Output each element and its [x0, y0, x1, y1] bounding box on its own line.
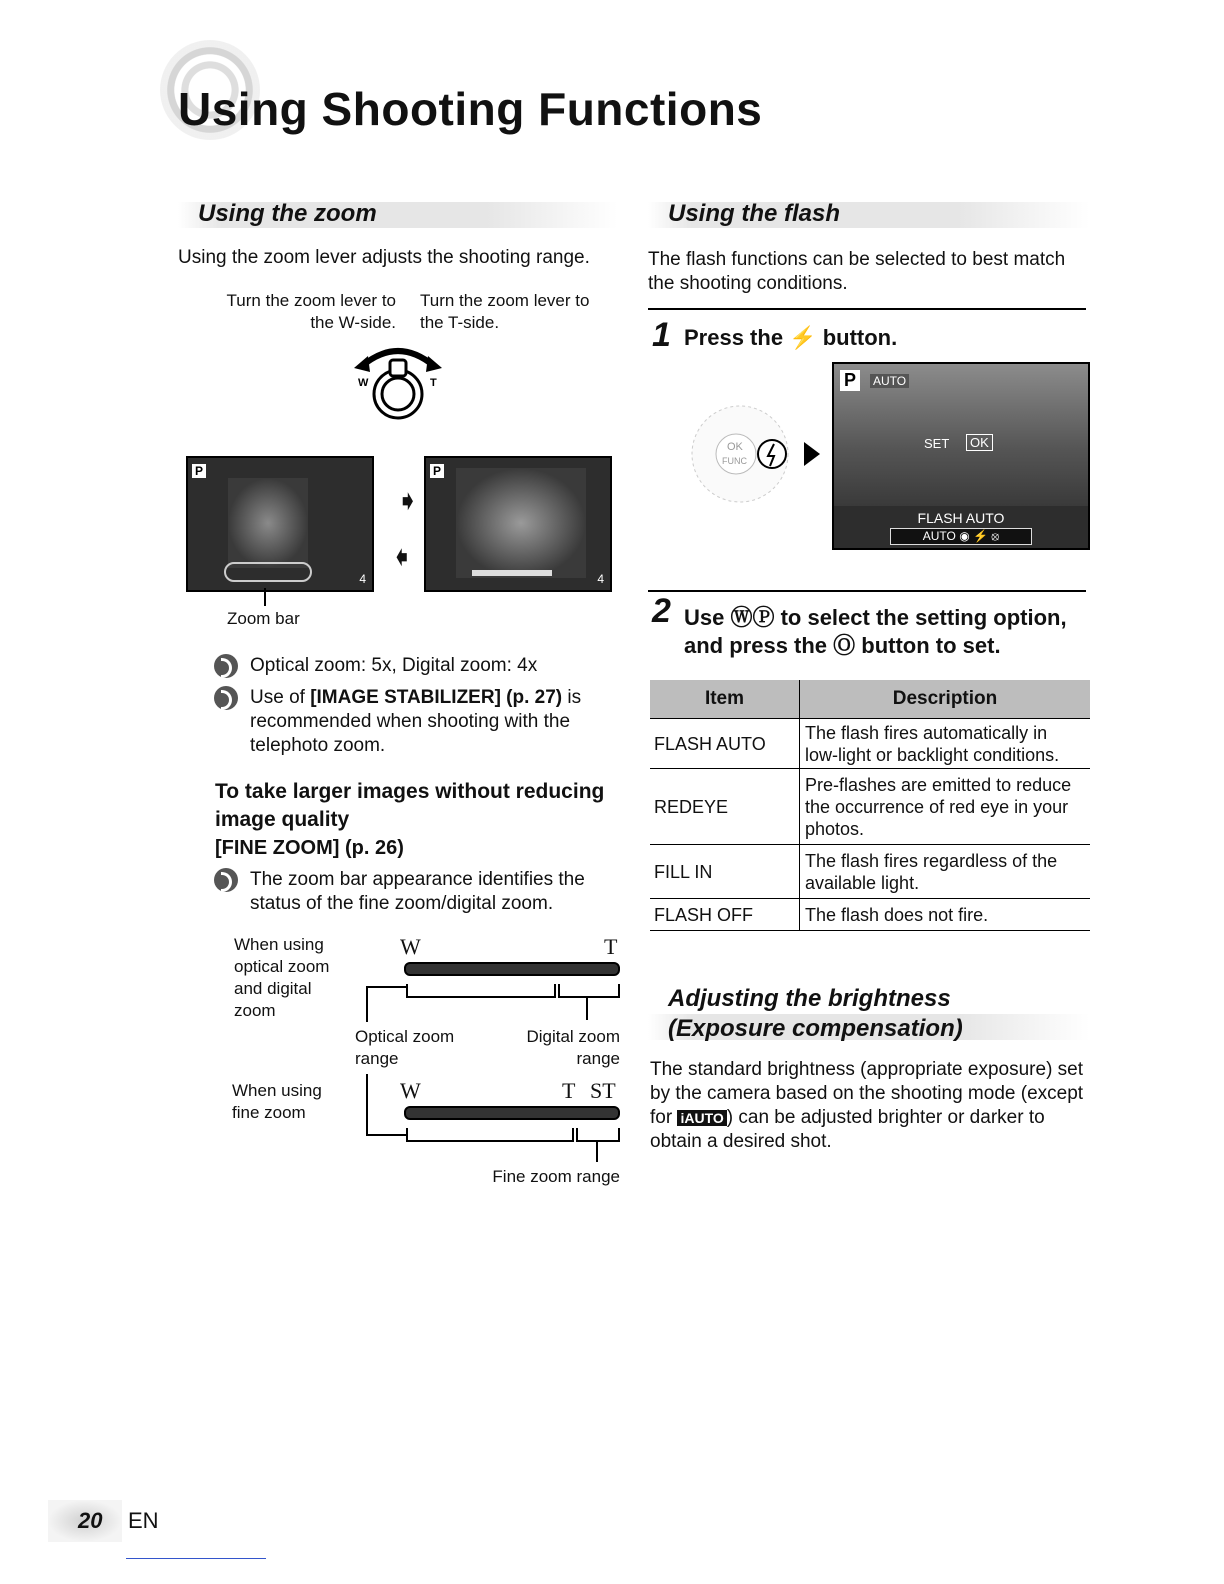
note-icon	[214, 868, 238, 892]
shot-count: 4	[359, 572, 366, 586]
lever-w-letter: W	[358, 377, 369, 389]
flash-heading: Using the flash	[668, 200, 841, 227]
table-row: REDEYE Pre-flashes are emitted to reduce the occurrence of red eye in your photos.	[650, 769, 1090, 845]
auto-badge: AUTO	[870, 374, 909, 388]
table-header	[650, 680, 1090, 719]
lever-t-caption: Turn the zoom lever to the T-side.	[420, 291, 590, 332]
flash-icon: ⚡	[789, 325, 817, 350]
fine-range-bracket	[576, 1128, 620, 1142]
optical-range-bracket	[406, 1128, 574, 1142]
flash-options: AUTO ◉ ⚡ ⦻	[890, 528, 1032, 545]
bar-w-label: W	[400, 934, 421, 959]
language-code: EN	[128, 1508, 159, 1533]
page-title: Using Shooting Functions	[178, 83, 763, 135]
zoom-intro: Using the zoom lever adjusts the shooting range.	[178, 247, 590, 268]
note-fine-zoom: The zoom bar appearance identifies the status of the fine zoom/digital zoom.	[214, 868, 620, 916]
flash-options-table	[650, 680, 1090, 931]
lever-t-letter: T	[430, 377, 437, 389]
bar-t-label: T	[562, 1078, 576, 1103]
digital-range-label: Digital zoom range	[526, 1027, 620, 1068]
lever-w-caption: Turn the zoom lever to the W-side.	[226, 291, 396, 332]
mode-badge: P	[430, 464, 444, 478]
optical-range-bracket	[406, 984, 556, 998]
diag-label-optical-digital: When using optical zoom and digital zoom	[234, 935, 330, 1020]
fine-zoom-heading: To take larger images without reducing image quality [FINE ZOOM] (p. 26)	[215, 780, 605, 859]
divider	[648, 590, 1086, 592]
optical-range-label: Optical zoom range	[355, 1027, 455, 1068]
screen-wide	[186, 456, 374, 592]
note-optical-digital: Optical zoom: 5x, Digital zoom: 4x	[214, 654, 650, 678]
svg-text:FUNC: FUNC	[722, 456, 747, 466]
iauto-badge: iAUTO	[677, 1110, 726, 1126]
page-number: 20	[78, 1508, 103, 1533]
flash-screen	[832, 362, 1090, 550]
table-row: FLASH AUTO The flash fires automatically in low-light or backlight conditions.	[650, 719, 1090, 769]
control-dial	[680, 402, 830, 512]
bar-st-label: ST	[590, 1078, 616, 1103]
mode-badge: P	[192, 464, 206, 478]
footer-rule	[126, 1558, 266, 1559]
bar-t-label: T	[604, 934, 618, 959]
fine-range-label: Fine zoom range	[492, 1167, 620, 1186]
brightness-heading: Adjusting the brightness (Exposure compensation)	[668, 985, 963, 1042]
zoom-bar-pointer	[264, 588, 266, 606]
note-icon	[214, 654, 238, 678]
col-description: Description	[800, 680, 1091, 719]
flash-intro: The flash functions can be selected to best match the shooting conditions.	[648, 249, 1066, 294]
screen-tele	[424, 456, 612, 592]
col-item: Item	[650, 680, 800, 719]
bar-w-label: W	[400, 1078, 421, 1103]
zoom-heading: Using the zoom	[198, 200, 377, 227]
zoom-bar-indicator	[224, 562, 312, 582]
step-2-number: 2	[652, 592, 671, 630]
step-1-text: Press the ⚡ button.	[684, 325, 898, 350]
arrow-right-icon: ➧	[396, 485, 420, 516]
step-1-number: 1	[652, 316, 671, 354]
ok-label: OK	[966, 434, 993, 451]
divider	[648, 308, 1086, 310]
svg-text:OK: OK	[727, 441, 743, 453]
flash-mode-label: FLASH AUTO	[917, 510, 1005, 526]
zoom-bar-optical-digital	[404, 962, 620, 976]
set-label: SET	[924, 436, 950, 451]
arrow-left-icon: ➧	[390, 541, 414, 572]
note-icon	[214, 686, 238, 710]
zoom-bar-indicator	[472, 570, 552, 576]
brightness-body: The standard brightness (appropriate exposure) set by the camera based on the shooting mode (except for iAUTO ) can be adjusted brighter or darker to obtain a desired shot.	[650, 1059, 1084, 1152]
zoom-bar-fine	[404, 1106, 620, 1120]
step-2-text: Use ⓌⓅ to select the setting option, and press the Ⓞ button to set.	[684, 605, 1067, 658]
zoom-bar-label: Zoom bar	[227, 609, 300, 628]
shot-count: 4	[597, 572, 604, 586]
mode-badge: P	[840, 370, 860, 391]
zoom-lever-icon	[350, 340, 446, 424]
note-stabilizer: Use of [IMAGE STABILIZER] (p. 27) is recommended when shooting with the telephoto zoom.	[214, 686, 620, 758]
table-row: FILL IN The flash fires regardless of the available light.	[650, 845, 1090, 899]
diag-label-fine: When using fine zoom	[232, 1081, 322, 1122]
table-row: FLASH OFF The flash does not fire.	[650, 899, 1090, 931]
digital-range-bracket	[558, 984, 620, 998]
